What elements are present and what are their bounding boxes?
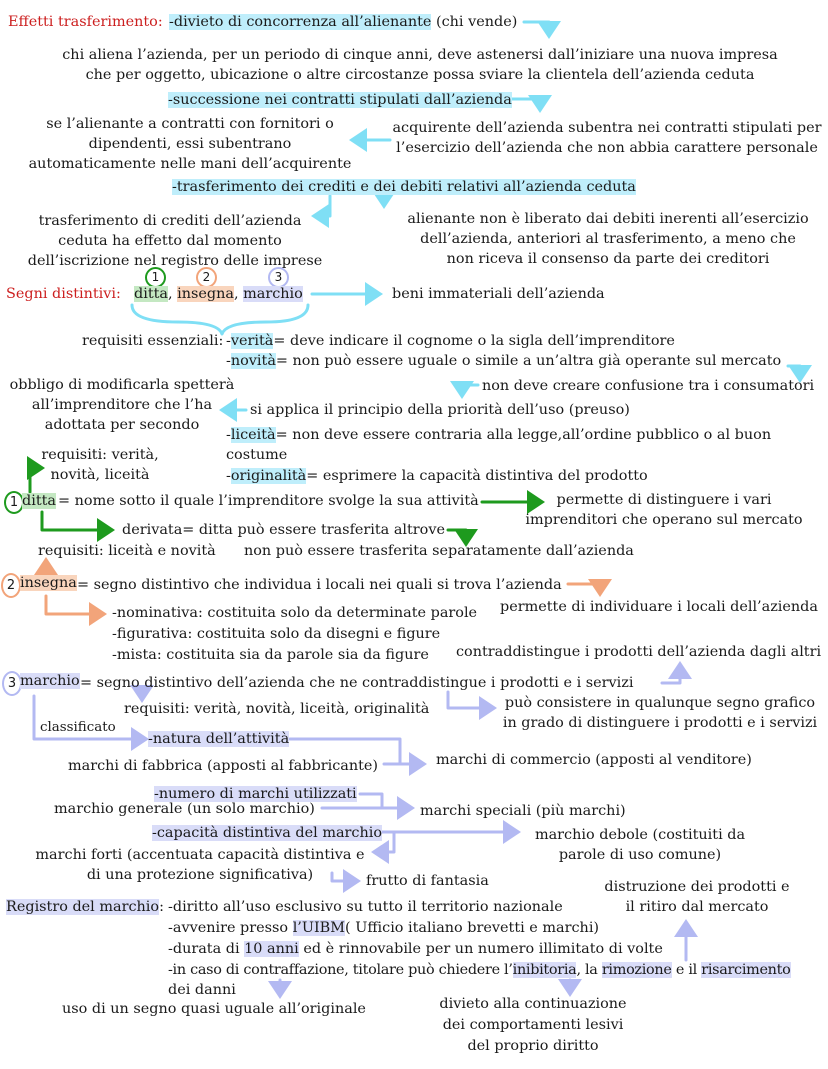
registro-diritto: -diritto all’uso esclusivo su tutto il territorio nazionale xyxy=(168,899,563,915)
successione-label: -successione nei contratti stipulati dall’azienda xyxy=(168,92,512,108)
ditta-definizione: = nome sotto il quale l’imprenditore svolge la sua attività xyxy=(58,493,479,509)
insegna-definizione: = segno distintivo che individua i locali nei quali si trova l’azienda xyxy=(77,577,562,593)
heading-segni-distintivi: Segni distintivi: xyxy=(6,286,121,302)
marchio-consistere-2: in grado di distinguere i prodotti e i servizi xyxy=(502,715,818,731)
marchio-natura: -natura dell’attività xyxy=(148,731,290,747)
divieto-line xyxy=(169,13,517,32)
ditta-requisiti-1: requisiti: verità, xyxy=(41,447,159,463)
arrow-insegna-permette xyxy=(568,584,600,594)
registro-contraffazione: -in caso di contraffazione, titolare può chiedere l’inibitoria, la rimozione e il risarcimento xyxy=(168,962,791,978)
crediti-right-1: alienante non è liberato dai debiti inerenti all’esercizio xyxy=(407,211,809,227)
marchio-number-circle: 3 xyxy=(2,671,22,696)
marchio-capacita: -capacità distintiva del marchio xyxy=(152,825,383,841)
crediti-label: -trasferimento dei crediti e dei debiti relativi all’azienda ceduta xyxy=(172,179,636,195)
marchi-fabbrica: marchi di fabbrica (apposti al fabbricante) xyxy=(68,758,379,774)
frutto-fantasia: frutto di fantasia xyxy=(366,873,489,889)
marchio-requisiti: requisiti: verità, novità, liceità, originalità xyxy=(124,701,430,717)
segni-list: ditta, insegna, marchio xyxy=(134,286,303,302)
arrow-confusione xyxy=(462,385,478,396)
insegna-figurativa: -figurativa: costituita solo da disegni e figure xyxy=(112,626,441,642)
number-3-circle: 3 xyxy=(268,267,289,288)
requisito-liceita: -liceità= non deve essere contraria alla legge,all’ordine pubblico o al buon xyxy=(226,427,772,443)
registro-dei-danni: dei danni xyxy=(168,982,236,998)
arrow-insegna-tipi xyxy=(46,596,104,614)
marchi-forti-2: di una protezione significativa) xyxy=(86,867,314,883)
registro-divieto-1: divieto alla continuazione xyxy=(439,996,627,1012)
requisito-liceita-2: costume xyxy=(226,447,288,463)
number-1-circle: 1 xyxy=(145,267,166,288)
divieto-desc-1: chi aliena l’azienda, per un periodo di cinque anni, deve astenersi dall’iniziare una nuova impresa xyxy=(62,47,778,63)
divieto-suffix: (chi vende) xyxy=(431,14,518,30)
ditta-requisiti-derivata: requisiti: liceità e novità xyxy=(38,543,216,559)
marchi-forti-1: marchi forti (accentuata capacità distintiva e xyxy=(35,847,365,863)
ditta-number-circle: 1 xyxy=(4,491,24,514)
requisiti-essenziali-label: requisiti essenziali: xyxy=(82,333,224,349)
successione-left-1: se l’alienante a contratti con fornitori o xyxy=(46,116,334,132)
obbligo-3: adottata per secondo xyxy=(44,417,200,433)
registro-durata: -durata di 10 anni ed è rinnovabile per un numero illimitato di volte xyxy=(168,941,663,957)
marchio-generale: marchio generale (un solo marchio) xyxy=(54,801,315,817)
obbligo-1: obbligo di modificarla spetterà xyxy=(9,377,235,393)
successione-right-1: acquirente dell’azienda subentra nei contratti stipulati per xyxy=(392,120,822,136)
insegna-number-circle: 2 xyxy=(1,573,21,598)
crediti-left-1: trasferimento di crediti dell’azienda xyxy=(38,213,302,229)
arrow-ditta-derivata xyxy=(42,512,112,530)
marchio-debole-2: parole di uso comune) xyxy=(558,847,722,863)
ditta-label: ditta xyxy=(22,493,56,509)
marchio-contraddistingue-prodotti: contraddistingue i prodotti dell’azienda dagli altri xyxy=(456,644,822,660)
marchio-label: marchio xyxy=(20,673,80,689)
heading-effetti-trasferimento: Effetti trasferimento: xyxy=(8,14,163,30)
insegna-label: insegna xyxy=(20,575,77,591)
registro-avvenire: -avvenire presso l’UIBM( Ufficio italiano brevetti e marchi) xyxy=(168,920,600,936)
marchio-numero: -numero di marchi utilizzati xyxy=(154,786,357,802)
ditta-non-trasferita: non può essere trasferita separatamente dall’azienda xyxy=(244,543,634,559)
crediti-left-2: ceduta ha effetto dal momento xyxy=(58,233,282,249)
crediti-right-3: non riceva il consenso da parte dei creditori xyxy=(446,251,770,267)
ditta-derivata: derivata= ditta può essere trasferita altrove xyxy=(122,522,445,538)
registro-divieto-2: dei comportamenti lesivi xyxy=(442,1017,624,1033)
ditta-requisiti-2: novità, liceità xyxy=(50,467,150,483)
successione-left-2: dipendenti, essi subentrano xyxy=(88,136,292,152)
crediti-right-2: dell’azienda, anteriori al trasferimento, a meno che xyxy=(420,231,796,247)
arrow-divieto xyxy=(524,22,549,36)
marchio-definizione: = segno distintivo dell’azienda che ne contraddistingue i prodotti e i servizi xyxy=(80,675,634,691)
segni-marchio: marchio xyxy=(243,286,303,302)
brace-segni xyxy=(132,305,308,334)
segni-insegna: insegna xyxy=(177,286,234,302)
marchi-commercio: marchi di commercio (apposti al venditore) xyxy=(436,752,752,768)
requisito-novita: -novità= non può essere uguale o simile a un’altra già operante sul mercato xyxy=(226,353,782,369)
marchi-speciali: marchi speciali (più marchi) xyxy=(420,803,626,819)
requisito-verita: -verità= deve indicare il cognome o la sigla dell’imprenditore xyxy=(226,333,675,349)
crediti-left-3: dell’iscrizione nel registro delle imprese xyxy=(27,253,323,269)
divieto-label: -divieto di concorrenza all’alienante xyxy=(169,14,432,30)
beni-immateriali: beni immateriali dell’azienda xyxy=(392,286,605,302)
successione-right-2: l’esercizio dell’azienda che non abbia carattere personale xyxy=(396,140,818,156)
heading-registro-marchio: Registro del marchio: xyxy=(6,899,164,915)
marchio-consistere-1: può consistere in qualunque segno grafico xyxy=(504,695,816,711)
non-confusione: non deve creare confusione tra i consumatori xyxy=(482,378,815,394)
number-2-circle: 2 xyxy=(196,267,217,288)
divieto-desc-2: che per oggetto, ubicazione o altre circostanze possa sviare la clientela dell’azienda ceduta xyxy=(85,67,755,83)
obbligo-2: all’imprenditore che l’ha xyxy=(31,397,213,413)
segni-ditta: ditta xyxy=(134,286,168,302)
distruzione-1: distruzione dei prodotti e xyxy=(604,879,790,895)
insegna-nominativa: -nominativa: costituita solo da determinate parole xyxy=(112,605,478,621)
arrow-marchio-consistere xyxy=(448,692,494,708)
insegna-mista: -mista: costituita sia da parole sia da figure xyxy=(112,647,429,663)
distruzione-2: il ritiro dal mercato xyxy=(625,899,769,915)
arrow-successione xyxy=(512,99,540,110)
ditta-permette-2: imprenditori che operano sul mercato xyxy=(525,512,803,528)
requisito-originalita: -originalità= esprimere la capacità distintiva del prodotto xyxy=(226,468,648,484)
insegna-permette: permette di individuare i locali dell’azienda xyxy=(500,599,818,615)
marchio-debole-1: marchio debole (costituiti da xyxy=(534,827,746,843)
registro-divieto-3: del proprio diritto xyxy=(467,1038,599,1054)
arrow-marchio-contraddistingue xyxy=(662,664,680,683)
registro-uso-segno: uso di un segno quasi uguale all’originale xyxy=(62,1001,366,1017)
ditta-permette-1: permette di distinguere i vari xyxy=(556,492,772,508)
successione-left-3: automaticamente nelle mani dell’acquirente xyxy=(28,156,352,172)
principio-priorita: si applica il principio della priorità dell’uso (preuso) xyxy=(250,402,630,418)
marchio-classificato: classificato xyxy=(40,720,116,735)
